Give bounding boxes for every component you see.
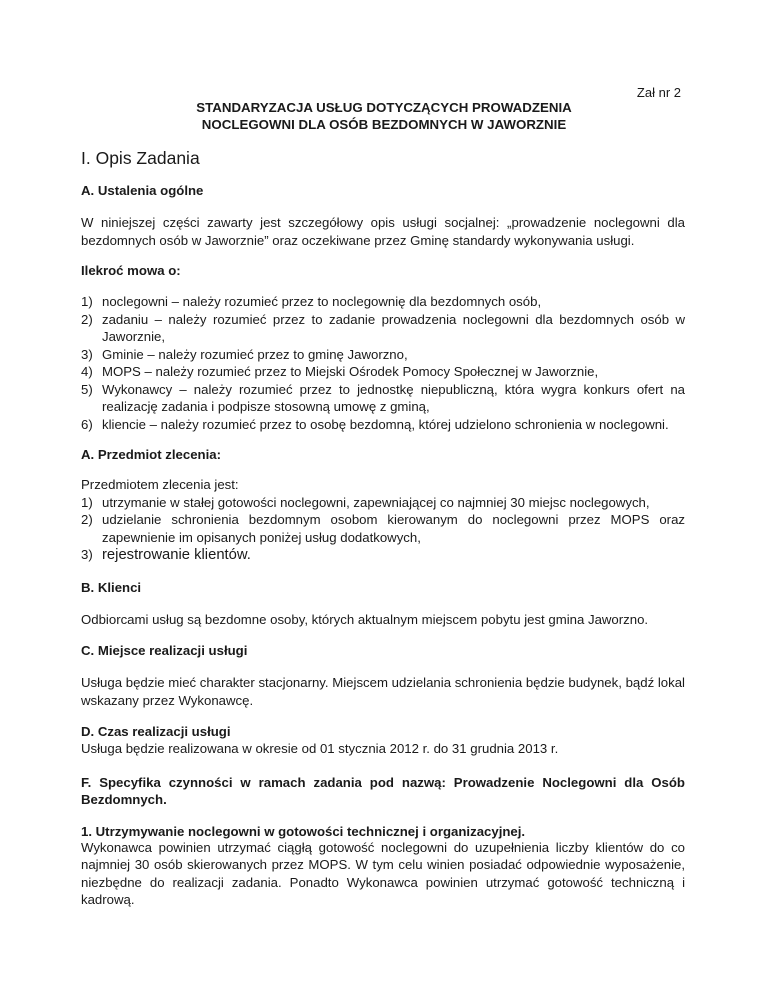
section-c-text: Usługa będzie mieć charakter stacjonarny. Miejscem udzielania schronienia będzie budynek, bądź lokal wskazany przez Wykonawcę.	[81, 675, 685, 708]
subsection-1-text: Wykonawca powinien utrzymać ciągłą gotowość noclegowni do uzupełnienia liczby klientów do co najmniej 30 osób skierowanych przez MOPS. W tym celu winien posiadać odpowiednie wyposażenie, niezbędne do realizacji zadania. Ponadto Wykonawca powinien utrzymać gotowość techniczną i kadrową.	[81, 839, 685, 907]
section-f-specyfika	[81, 774, 685, 809]
definitions-list	[81, 293, 685, 433]
section-heading-opis-zadania: I. Opis Zadania	[81, 148, 200, 168]
document-title-line-1: STANDARYZACJA USŁUG DOTYCZĄCYCH PROWADZENIA	[196, 100, 572, 115]
document-body	[81, 148, 685, 924]
przedmiot-intro: Przedmiotem zlecenia jest:	[81, 477, 239, 492]
section-a-ustalenia	[81, 183, 685, 249]
definitions-section	[81, 263, 685, 433]
list-item: 6) kliencie – należy rozumieć przez to osobę bezdomną, której udzielono schronienia w noclegowni.	[81, 416, 669, 432]
section-d-czas	[81, 724, 685, 758]
section-f-heading: F. Specyfika czynności w ramach zadania pod nazwą: Prowadzenie Noclegowni dla Osób Bezdomnych.	[81, 774, 685, 807]
attachment-label: Zał nr 2	[636, 85, 681, 100]
list-item: 5) Wykonawcy – należy rozumieć przez to jednostkę niepubliczną, która wygra konkurs ofert na realizację zadania i podpisze stosowną umowę z gminą,	[81, 381, 685, 414]
section-b-text: Odbiorcami usług są bezdomne osoby, których aktualnym miejscem pobytu jest gmina Jaworzno.	[81, 611, 649, 627]
document-title	[0, 99, 768, 133]
list-item: 1) noclegowni – należy rozumieć przez to noclegownię dla bezdomnych osób,	[81, 294, 542, 309]
definitions-heading: Ilekroć mowa o:	[81, 263, 181, 278]
section-d-heading: D. Czas realizacji usługi	[81, 724, 231, 739]
section-przedmiot-zlecenia	[81, 447, 685, 565]
list-item: 3) rejestrowanie klientów.	[81, 547, 251, 563]
section-d-text: Usługa będzie realizowana w okresie od 01 stycznia 2012 r. do 31 grudnia 2013 r.	[81, 741, 559, 756]
przedmiot-list	[81, 494, 685, 565]
list-item: 3) Gminie – należy rozumieć przez to gminę Jaworzno,	[81, 346, 408, 362]
list-item: 2) zadaniu – należy rozumieć przez to zadanie prowadzenia noclegowni dla bezdomnych osób w Jaworznie,	[81, 311, 685, 344]
section-a-heading: A. Ustalenia ogólne	[81, 183, 204, 198]
document-title-line-2: NOCLEGOWNI DLA OSÓB BEZDOMNYCH W JAWORZNIE	[201, 117, 567, 132]
list-item: 1) utrzymanie w stałej gotowości noclegowni, zapewniającej co najmniej 30 miejsc noclegowych,	[81, 494, 650, 510]
subsection-1	[81, 824, 685, 909]
section-c-miejsce	[81, 643, 685, 709]
section-a-text: W niniejszej części zawarty jest szczegółowy opis usługi socjalnej: „prowadzenie noclegowni dla bezdomnych osób w Jaworznie” oraz oczekiwane przez Gminę standardy wykonywania usługi.	[81, 215, 685, 248]
przedmiot-heading: A. Przedmiot zlecenia:	[81, 447, 221, 462]
section-b-heading: B. Klienci	[81, 579, 142, 595]
section-b-klienci	[81, 580, 685, 629]
list-item: 4) MOPS – należy rozumieć przez to Miejski Ośrodek Pomocy Społecznej w Jaworznie,	[81, 364, 599, 379]
subsection-1-heading: 1. Utrzymywanie noclegowni w gotowości technicznej i organizacyjnej.	[81, 823, 526, 839]
section-c-heading: C. Miejsce realizacji usługi	[81, 643, 248, 658]
list-item: 2) udzielanie schronienia bezdomnym osobom kierowanym do noclegowni przez MOPS oraz zapewnienie im opisanych poniżej usług dodatkowych,	[81, 512, 685, 545]
